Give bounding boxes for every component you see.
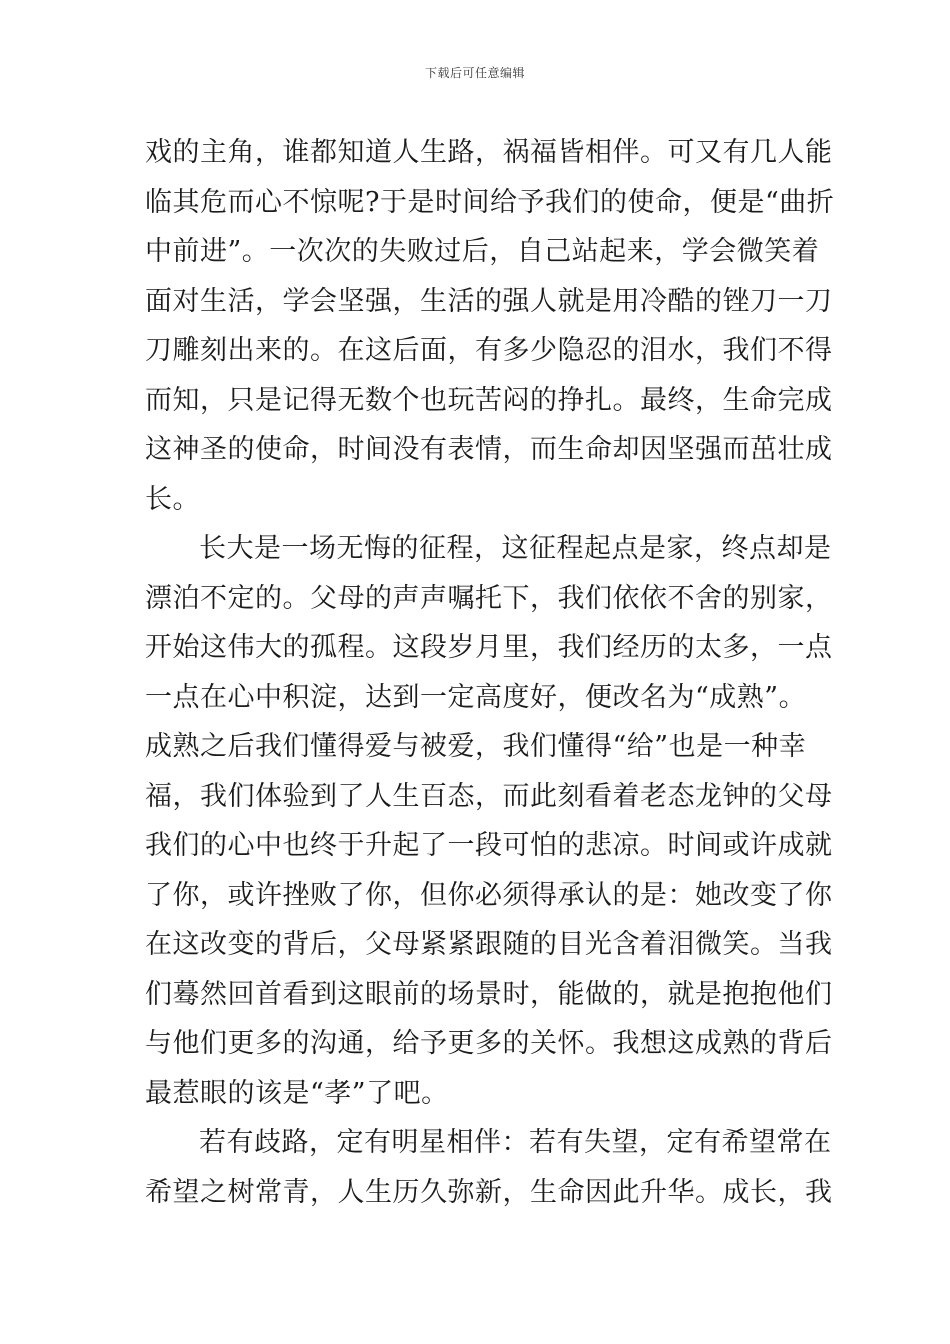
text-line: 刀雕刻出来的。在这后面，有多少隐忍的泪水，我们不得 — [145, 335, 833, 366]
text-line: 们蓦然回首看到这眼前的场景时，能做的，就是抱抱他们 — [145, 978, 833, 1010]
text-line: 成熟之后我们懂得爱与被爱，我们懂得“给”也是一种幸 — [145, 731, 807, 762]
page-header: 下载后可任意编辑 — [424, 66, 525, 80]
document-body — [145, 128, 835, 1217]
text-line: 了你，或许挫败了你，但你必须得承认的是：她改变了你 — [145, 879, 833, 911]
text-line: 一点在心中积淀，达到一定高度好，便改名为“成熟”。 — [145, 681, 807, 713]
text-line: 最惹眼的该是“孝”了吧。 — [145, 1077, 449, 1109]
text-line: 这神圣的使命，时间没有表情，而生命却因坚强而茁壮成 — [145, 434, 833, 465]
text-line: 临其危而心不惊呢?于是时间给予我们的使命，便是“曲折 — [145, 186, 835, 218]
text-line: 希望之树常青，人生历久弥新，生命因此升华。成长，我 — [145, 1176, 833, 1208]
paragraph-3 — [145, 1118, 833, 1217]
text-line: 而知，只是记得无数个也玩苦闷的挣扎。最终，生命完成 — [145, 384, 833, 416]
text-line: 长大是一场无悔的征程，这征程起点是家，终点却是 — [199, 533, 832, 564]
text-line: 福，我们体验到了人生百态，而此刻看着老态龙钟的父母 — [145, 780, 833, 812]
text-line: 与他们更多的沟通，给予更多的关怀。我想这成熟的背后 — [145, 1028, 833, 1059]
text-line: 戏的主角，谁都知道人生路，祸福皆相伴。可又有几人能 — [145, 137, 833, 168]
text-line: 若有歧路，定有明星相伴：若有失望，定有希望常在 — [199, 1127, 832, 1158]
text-line: 在这改变的背后，父母紧紧跟随的目光含着泪微笑。当我 — [145, 929, 833, 960]
text-line: 开始这伟大的孤程。这段岁月里，我们经历的太多，一点 — [145, 632, 833, 663]
text-line: 面对生活，学会坚强，生活的强人就是用冷酷的锉刀一刀 — [145, 285, 833, 317]
paragraph-2 — [145, 524, 833, 1118]
text-line: 我们的心中也终于升起了一段可怕的悲凉。时间或许成就 — [145, 830, 833, 861]
text-line: 长。 — [145, 483, 200, 515]
text-line: 漂泊不定的。父母的声声嘱托下，我们依依不舍的别家， — [145, 582, 833, 614]
text-line: 中前进”。一次次的失败过后，自己站起来，学会微笑着 — [145, 236, 820, 267]
paragraph-1 — [145, 128, 835, 524]
